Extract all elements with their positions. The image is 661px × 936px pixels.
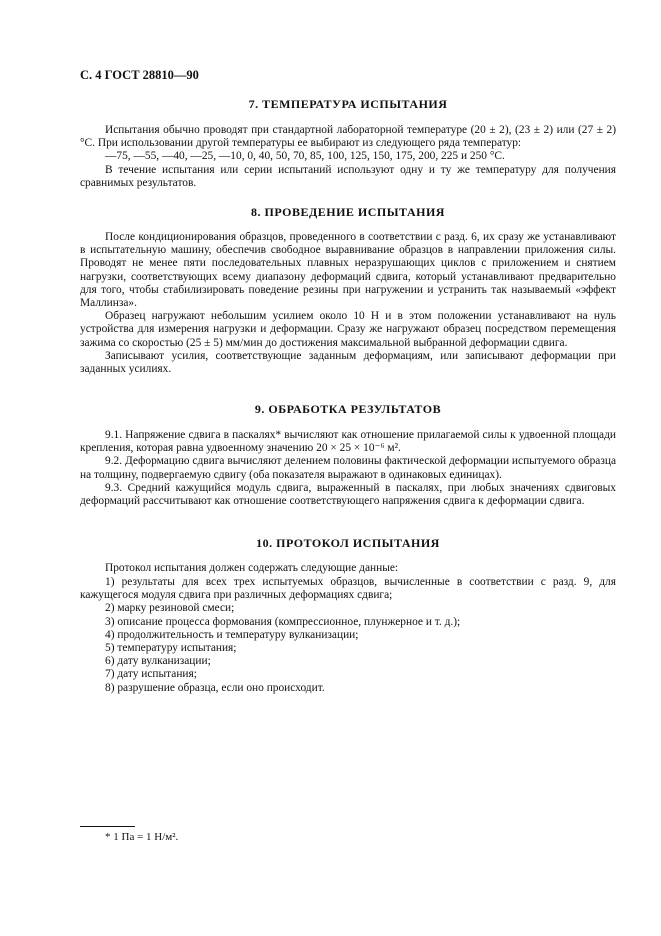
section-8-body [80,231,616,376]
footnote: * 1 Па = 1 Н/м². [105,831,179,843]
paragraph: 9.3. Средний кажущийся модуль сдвига, выраженный в паскалях, при любых значениях сдвиговых деформаций рассчитывают как отношение соответствующего напряжения сдвига к деформации сдвига. [80,481,616,508]
section-7-title: 7. ТЕМПЕРАТУРА ИСПЫТАНИЯ [248,97,448,111]
section-10-intro [80,562,616,575]
paragraph: После кондиционирования образцов, проведенного в соответствии с разд. 6, их сразу же устанавливают в испытательную машину, обеспечив свободное выравнивание образцов в направлении приложения силы. Проводят не менее пяти последовательных плавных неразрушающих циклов с приложением и снятием нагрузки, соответствующих всему диапазону деформаций сдвига, который устанавливают предварительно для того, чтобы стабилизировать поведение резины при нагружении и устранить так называемый «эффект Маллинза». [80,231,616,310]
protocol-list [80,576,616,695]
paragraph: Записывают усилия, соответствующие заданным деформациям, или записывают деформации при заданных усилиях. [80,349,616,376]
section-10-title: 10. ПРОТОКОЛ ИСПЫТАНИЯ [256,536,440,550]
footnote-divider [80,826,135,827]
list-item: 4) продолжительность и температуру вулканизации; [105,628,359,641]
list-item: 2) марку резиновой смеси; [105,602,235,615]
section-9-title: 9. ОБРАБОТКА РЕЗУЛЬТАТОВ [254,402,442,416]
list-item: 7) дату испытания; [105,668,197,681]
paragraph: —75, —55, —40, —25, —10, 0, 40, 50, 70, 85, 100, 125, 150, 175, 200, 225 и 250 °С. [105,150,505,163]
paragraph: Протокол испытания должен содержать следующие данные: [105,562,399,574]
section-8-title: 8. ПРОВЕДЕНИЕ ИСПЫТАНИЯ [251,205,445,219]
paragraph: Образец нагружают небольшим усилием около 10 Н и в этом положении устанавливают на нуль устройства для измерения нагрузки и деформации. Сразу же нагружают образец посредством перемещения зажима со скоростью (25 ± 5) мм/мин до достижения максимальной выбранной деформации сдвига. [80,310,616,349]
list-item: 8) разрушение образца, если оно происходит. [105,681,325,694]
list-item: 5) температуру испытания; [105,642,237,655]
paragraph: В течение испытания или серии испытаний используют одну и ту же температуру для получения сравнимых результатов. [80,163,616,189]
paragraph: 9.1. Напряжение сдвига в паскалях* вычисляют как отношение прилагаемой силы к удвоенной площади крепления, которая равна удвоенному значению 20 × 25 × 10⁻⁶ м². [80,429,616,455]
paragraph: 9.2. Деформацию сдвига вычисляют делением половины фактической деформации испытуемого образца на толщину, подвергаемую сдвигу (оба показателя выражают в одинаковых единицах). [80,455,616,481]
section-9-body [80,429,616,508]
paragraph: Испытания обычно проводят при стандартной лабораторной температуре (20 ± 2), (23 ± 2) или (27 ± 2) °С. При использовании другой температуры ее выбирают из следующего ряда температур: [80,124,616,150]
page-header: С. 4 ГОСТ 28810—90 [80,68,199,82]
list-item: 1) результаты для всех трех испытуемых образцов, вычисленные в соответствии с разд. 9, для кажущегося модуля сдвига при различных деформациях сдвига; [80,576,616,602]
section-7-body [80,124,616,190]
list-item: 3) описание процесса формования (компрессионное, плунжерное и т. д.); [105,615,461,628]
list-item: 6) дату вулканизации; [105,655,211,668]
